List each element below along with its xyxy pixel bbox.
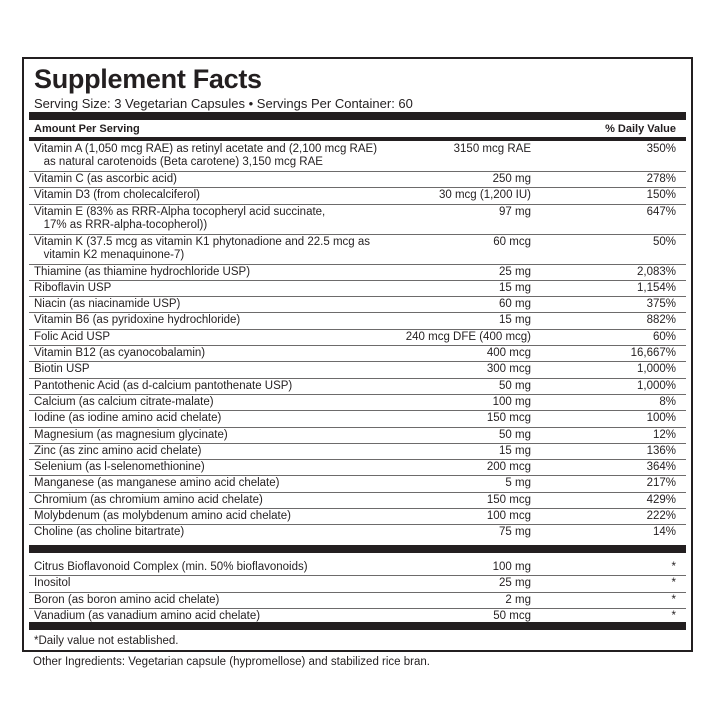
other-ingredient-list (29, 560, 686, 625)
nutrient-daily-value: 60% (652, 330, 676, 343)
nutrient-amount: 50 mg (499, 379, 531, 392)
nutrient-row (29, 395, 686, 411)
nutrient-amount: 240 mcg DFE (400 mcg) (405, 330, 531, 343)
nutrient-daily-value: * (671, 609, 676, 622)
nutrient-name: Citrus Bioflavonoid Complex (min. 50% bioflavonoids) (34, 561, 308, 573)
nutrient-daily-value: 217% (646, 477, 676, 490)
thick-divider (29, 545, 686, 553)
nutrient-amount: 60 mcg (493, 235, 531, 248)
nutrient-daily-value: 8% (659, 395, 676, 408)
nutrient-row (29, 525, 686, 541)
nutrient-row (29, 265, 686, 281)
nutrient-name: Biotin USP (34, 363, 90, 376)
nutrient-row (29, 188, 686, 204)
nutrient-row (29, 560, 686, 576)
nutrient-name: Manganese (as manganese amino acid chelate) (34, 477, 280, 490)
nutrient-row (29, 576, 686, 592)
nutrient-row (29, 330, 686, 346)
nutrient-daily-value: 2,083% (636, 265, 676, 278)
nutrient-name: Folic Acid USP (34, 330, 111, 343)
nutrient-name: Pantothenic Acid (as d-calcium pantothenate USP) (34, 379, 293, 392)
nutrient-daily-value: 50% (652, 235, 676, 248)
footnote: *Daily value not established. (34, 635, 179, 647)
nutrient-amount: 25 mg (499, 577, 531, 590)
nutrient-daily-value: 647% (646, 205, 676, 218)
nutrient-amount: 15 mg (499, 314, 531, 327)
nutrient-daily-value: 375% (646, 298, 676, 311)
nutrient-row (29, 297, 686, 313)
nutrient-daily-value: 278% (646, 173, 676, 185)
nutrient-amount: 150 mcg (486, 493, 531, 506)
nutrient-row (29, 172, 686, 188)
nutrient-amount: 30 mcg (1,200 IU) (438, 189, 531, 202)
nutrient-row (29, 493, 686, 509)
nutrient-daily-value: 1,000% (636, 363, 676, 376)
nutrient-daily-value: 882% (646, 314, 676, 327)
nutrient-name: Thiamine (as thiamine hydrochloride USP) (34, 265, 251, 278)
medium-divider (29, 137, 686, 141)
nutrient-amount: 5 mg (505, 477, 531, 490)
nutrient-name: Vitamin E (83% as RRR-Alpha tocopheryl acid succinate, 17% as RRR-alpha-tocopherol)) (34, 205, 326, 231)
nutrient-daily-value: * (671, 561, 676, 573)
nutrient-row (29, 235, 686, 265)
thick-divider (29, 112, 686, 120)
nutrient-name: Chromium (as chromium amino acid chelate) (34, 493, 263, 506)
nutrient-amount: 50 mcg (493, 609, 531, 622)
nutrient-name: Vitamin D3 (from cholecalciferol) (34, 189, 200, 202)
nutrient-daily-value: 12% (652, 428, 676, 441)
nutrient-amount: 100 mcg (486, 510, 531, 523)
nutrient-row (29, 281, 686, 297)
nutrient-row (29, 313, 686, 329)
nutrient-name: Boron (as boron amino acid chelate) (34, 593, 220, 606)
nutrient-amount: 25 mg (499, 265, 531, 278)
nutrient-name: Vitamin K (37.5 mcg as vitamin K1 phytonadione and 22.5 mcg as vitamin K2 menaquinone-7) (34, 235, 371, 261)
nutrient-amount: 250 mg (492, 173, 531, 185)
nutrient-name: Molybdenum (as molybdenum amino acid chelate) (34, 510, 291, 523)
nutrient-name: Iodine (as iodine amino acid chelate) (34, 412, 222, 425)
nutrient-row (29, 476, 686, 492)
nutrient-name: Selenium (as l-selenomethionine) (34, 461, 205, 474)
nutrient-amount: 15 mg (499, 281, 531, 294)
nutrient-daily-value: * (671, 593, 676, 606)
nutrient-row (29, 460, 686, 476)
nutrient-daily-value: * (671, 577, 676, 590)
nutrient-amount: 60 mg (499, 298, 531, 311)
nutrient-name: Zinc (as zinc amino acid chelate) (34, 444, 202, 457)
nutrient-daily-value: 150% (646, 189, 676, 202)
nutrient-name: Inositol (34, 577, 71, 590)
nutrient-row (29, 346, 686, 362)
nutrient-name: Niacin (as niacinamide USP) (34, 298, 181, 311)
nutrient-row (29, 205, 686, 235)
nutrient-list (29, 142, 686, 542)
nutrient-amount: 100 mg (492, 395, 531, 408)
nutrient-row (29, 444, 686, 460)
nutrient-name: Vitamin C (as ascorbic acid) (34, 173, 177, 185)
thick-divider (29, 622, 686, 630)
nutrient-amount: 300 mcg (486, 363, 531, 376)
nutrient-amount: 3150 mcg RAE (453, 143, 531, 155)
serving-info: Serving Size: 3 Vegetarian Capsules • Servings Per Container: 60 (34, 96, 413, 111)
nutrient-daily-value: 100% (646, 412, 676, 425)
nutrient-row (29, 411, 686, 427)
nutrient-daily-value: 1,000% (636, 379, 676, 392)
nutrient-name: Vitamin B12 (as cyanocobalamin) (34, 347, 206, 360)
nutrient-name: Vitamin A (1,050 mcg RAE) as retinyl acetate and (2,100 mcg RAE) as natural carotenoids (Beta carotene) 3,150 mcg RAE (34, 143, 378, 168)
nutrient-daily-value: 350% (646, 143, 676, 155)
nutrient-amount: 2 mg (505, 593, 531, 606)
panel-title: Supplement Facts (34, 64, 262, 94)
nutrient-name: Riboflavin USP (34, 281, 112, 294)
nutrient-row (29, 428, 686, 444)
nutrient-amount: 97 mg (499, 205, 531, 218)
nutrient-daily-value: 429% (646, 493, 676, 506)
nutrient-daily-value: 1,154% (636, 281, 676, 294)
nutrient-row (29, 362, 686, 378)
nutrient-daily-value: 222% (646, 510, 676, 523)
nutrient-row (29, 593, 686, 609)
header-amount-per-serving: Amount Per Serving (34, 123, 140, 135)
nutrient-daily-value: 14% (652, 526, 676, 539)
nutrient-name: Vanadium (as vanadium amino acid chelate) (34, 609, 261, 622)
header-daily-value: % Daily Value (605, 123, 676, 135)
nutrient-amount: 100 mg (492, 561, 531, 573)
nutrient-row (29, 379, 686, 395)
nutrient-name: Choline (as choline bitartrate) (34, 526, 185, 539)
nutrient-name: Vitamin B6 (as pyridoxine hydrochloride) (34, 314, 241, 327)
nutrient-amount: 15 mg (499, 444, 531, 457)
other-ingredients: Other Ingredients: Vegetarian capsule (hypromellose) and stabilized rice bran. (33, 656, 430, 668)
nutrient-row (29, 509, 686, 525)
nutrient-amount: 150 mcg (486, 412, 531, 425)
nutrient-daily-value: 136% (646, 444, 676, 457)
nutrient-amount: 200 mcg (486, 461, 531, 474)
nutrient-amount: 400 mcg (486, 347, 531, 360)
nutrient-row (29, 142, 686, 172)
nutrient-amount: 75 mg (499, 526, 531, 539)
nutrient-name: Magnesium (as magnesium glycinate) (34, 428, 228, 441)
nutrient-amount: 50 mg (499, 428, 531, 441)
supplement-facts-panel (22, 57, 693, 652)
nutrient-daily-value: 16,667% (630, 347, 676, 360)
nutrient-daily-value: 364% (646, 461, 676, 474)
nutrient-name: Calcium (as calcium citrate-malate) (34, 395, 214, 408)
